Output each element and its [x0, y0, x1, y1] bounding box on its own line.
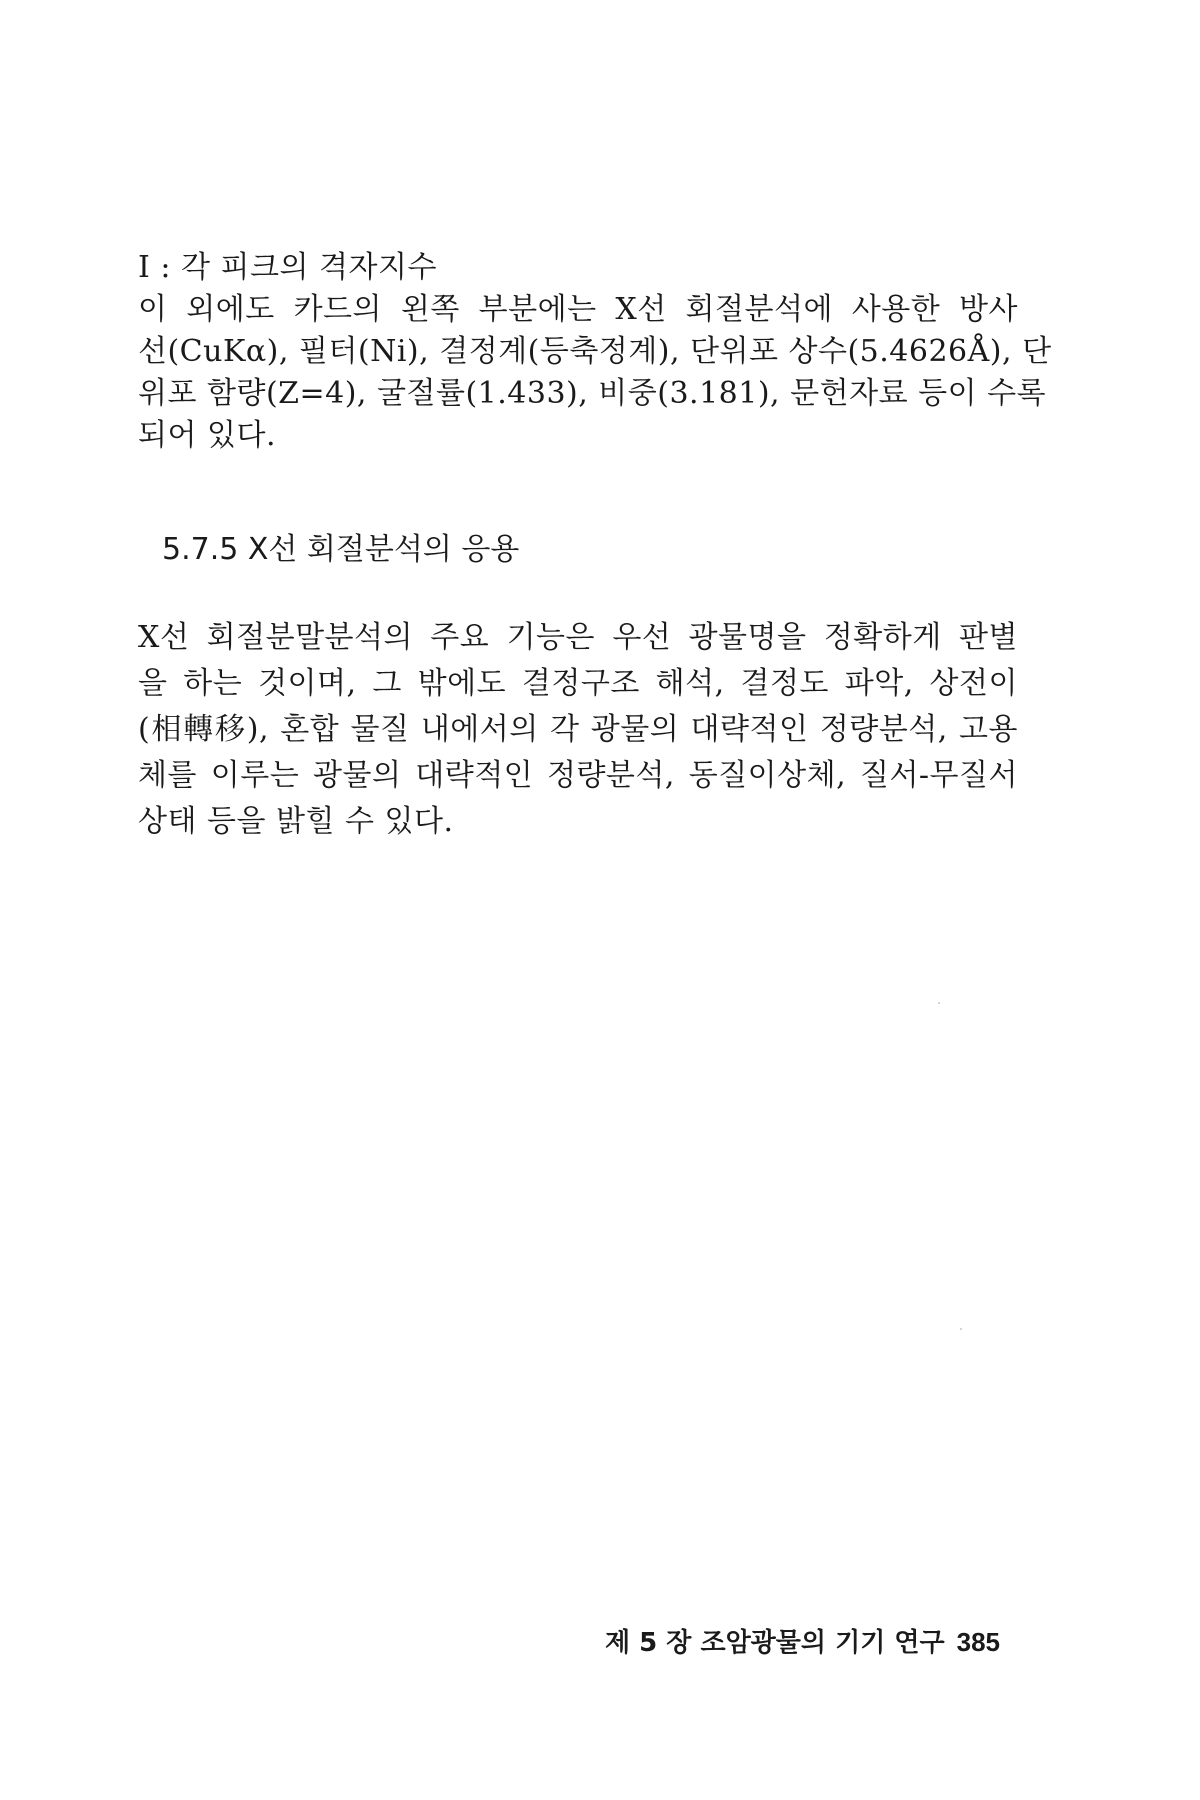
text-line: X선 회절분말분석의 주요 기능은 우선 광물명을 정확하게 판별	[138, 620, 1018, 655]
text-line: 체를 이루는 광물의 대략적인 정량분석, 동질이상체, 질서-무질서	[138, 758, 1018, 793]
text-line: 상태 등을 밝힐 수 있다.	[138, 804, 454, 839]
page-footer	[588, 1624, 1000, 1661]
text-line: 선(CuKα), 필터(Ni), 결정계(등축정계), 단위포 상수(5.4626Å), 단	[138, 334, 1052, 369]
text-line: 이 외에도 카드의 왼쪽 부분에는 X선 회절분석에 사용한 방사	[138, 292, 1018, 327]
scan-speck	[938, 1002, 940, 1004]
chapter-title: 제 5 장 조암광물의 기기 연구	[604, 1628, 945, 1658]
text-line: 되어 있다.	[138, 418, 276, 453]
section-heading: 5.7.5 X선 회절분석의 응용	[162, 532, 520, 567]
text-line: (相轉移), 혼합 물질 내에서의 각 광물의 대략적인 정량분석, 고용	[138, 712, 1018, 747]
page-number: 385	[956, 1627, 1000, 1657]
text-line: 을 하는 것이며, 그 밖에도 결정구조 해석, 결정도 파악, 상전이	[138, 666, 1018, 701]
text-line: I : 각 피크의 격자지수	[138, 250, 437, 285]
scan-speck	[960, 1328, 962, 1330]
text-line: 위포 함량(Z=4), 굴절률(1.433), 비중(3.181), 문헌자료 등이 수록	[138, 376, 1047, 411]
